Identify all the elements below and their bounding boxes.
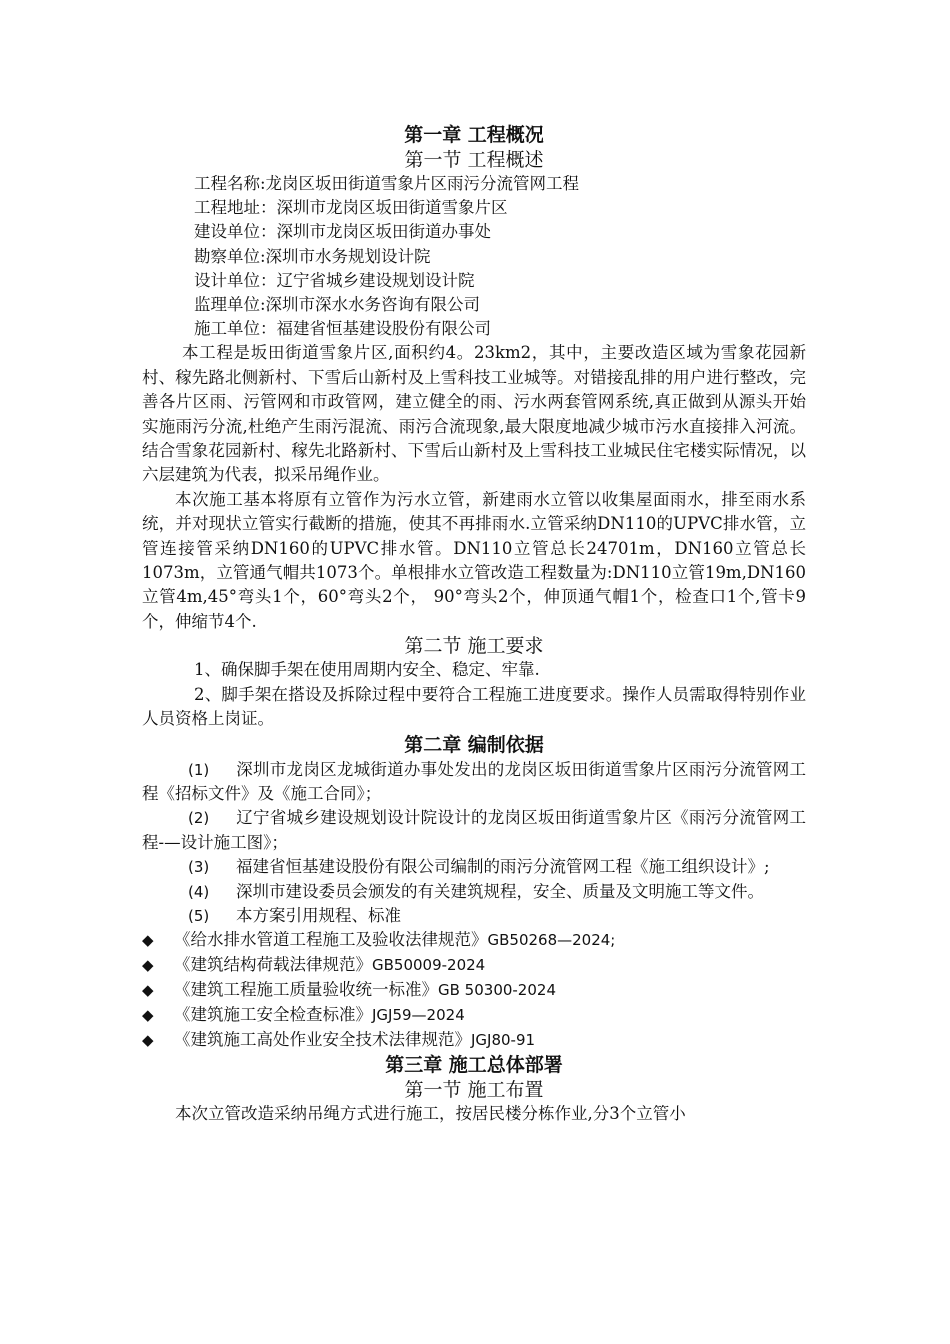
overview-paragraph: 本工程是坂田街道雪象片区,面积约4。23km2，其中，主要改造区域为雪象花园新村、稼先路北侧新村、下雪后山新村及上雪科技工业城等。对错接乱排的用户进行整改，完善各片区雨、污管网和市政管网，建立健全的雨、污水两套管网系统,真正做到从源头开始实施雨污分流,杜绝产生雨污混流、雨污合流现象,最大限度地减少城市污水直接排入河流。结合雪象花园新村、稼先北路新村、下雪后山新村及上雪科技工业城民住宅楼实际情况，以六层建筑为代表，拟采吊绳作业。 [142,343,806,485]
chapter-2-title: 第二章 编制依据 [404,733,544,756]
basis-item-text: 深圳市建设委员会颁发的有关建筑规程，安全、质量及文明施工等文件。 [236,881,764,901]
standard-item [142,1028,806,1053]
standard-name: 《建筑工程施工质量验收统一标准》 [174,979,438,999]
basis-item [142,806,806,855]
construction-owner: 建设单位：深圳市龙岗区坂田街道办事处 [194,222,491,242]
standards-list [142,928,806,1052]
section-3-1-title: 第一节 施工布置 [404,1079,544,1102]
basis-item [142,855,806,879]
standard-item [142,953,806,978]
diamond-bullet-icon: ◆ [142,956,154,975]
section-1-1-title: 第一节 工程概述 [404,149,544,171]
standard-item [142,928,806,953]
project-name: 工程名称:龙岗区坂田街道雪象片区雨污分流管网工程 [194,174,580,193]
basis-item-text: 本方案引用规程、标准 [236,905,401,925]
basis-item [142,904,806,928]
standard-code: GB50009-2024 [372,956,486,975]
standard-item [142,1003,806,1028]
diamond-bullet-icon: ◆ [142,1005,154,1024]
standard-item [142,978,806,1003]
basis-item [142,758,806,807]
project-address: 工程地址：深圳市龙岗区坂田街道雪象片区 [194,198,508,218]
basis-item-number: (3) [188,858,210,877]
standard-code: JGJ59—2024 [372,1005,465,1024]
chapter-3-title: 第三章 施工总体部署 [385,1054,563,1077]
basis-item-number: (5) [188,906,210,925]
standard-code: GB50268—2024; [487,931,616,950]
survey-unit: 勘察单位:深圳市水务规划设计院 [194,246,431,266]
chapter-1-title: 第一章 工程概况 [404,124,544,146]
diamond-bullet-icon: ◆ [142,1030,154,1049]
requirement-2: 2、脚手架在搭设及拆除过程中要符合工程施工进度要求。操作人员需取得特别作业人员资格上岗证。 [142,684,806,729]
project-info-list [142,172,806,341]
contractor-unit: 施工单位：福建省恒基建设股份有限公司 [194,319,491,339]
diamond-bullet-icon: ◆ [142,931,154,950]
standard-name: 《建筑施工高处作业安全技术法律规范》 [174,1029,471,1049]
standard-code: GB 50300-2024 [438,980,556,999]
section-1-2-title: 第二节 施工要求 [404,635,544,658]
standard-name: 《给水排水管道工程施工及验收法律规范》 [174,930,488,950]
basis-item-text: 福建省恒基建设股份有限公司编制的雨污分流管网工程《施工组织设计》; [236,857,770,877]
basis-item-number: (2) [188,809,210,828]
basis-item-number: (4) [188,882,210,901]
scope-paragraph: 本次施工基本将原有立管作为污水立管，新建雨水立管以收集屋面雨水，排至雨水系统，并对现状立管实行截断的措施，使其不再排雨水.立管采纳DN110的UPVC排水管，立管连接管采纳DN160的UPVC排水管。DN110立管总长24701m，DN160立管总长1073m，立管通气帽共1073个。单根排水立管改造工程数量为:DN110立管19m,DN160立管4m,45°弯头1个，60°弯头2个， 90°弯头2个，伸顶通气帽1个，检查口1个,管卡9个，伸缩节4个. [142,489,806,631]
basis-item-text: 深圳市龙岗区龙城街道办事处发出的龙岗区坂田街道雪象片区雨污分流管网工程《招标文件》及《施工合同》； [142,759,806,803]
requirement-1: 1、确保脚手架在使用周期内安全、稳定、牢靠. [194,660,540,680]
document-body [142,122,806,1127]
standard-name: 《建筑施工安全检查标准》 [174,1004,372,1024]
design-unit: 设计单位：辽宁省城乡建设规划设计院 [194,270,475,290]
basis-item-number: (1) [188,760,210,779]
basis-list [142,758,806,929]
layout-paragraph: 本次立管改造采纳吊绳方式进行施工，按居民楼分栋作业,分3个立管小 [175,1104,686,1124]
standard-code: JGJ80-91 [471,1030,536,1049]
basis-item [142,880,806,904]
supervision-unit: 监理单位:深圳市深水水务咨询有限公司 [194,295,481,315]
diamond-bullet-icon: ◆ [142,980,154,999]
basis-item-text: 辽宁省城乡建设规划设计院设计的龙岗区坂田街道雪象片区《雨污分流管网工程-—设计施工图》； [142,808,806,852]
standard-name: 《建筑结构荷载法律规范》 [174,955,372,975]
